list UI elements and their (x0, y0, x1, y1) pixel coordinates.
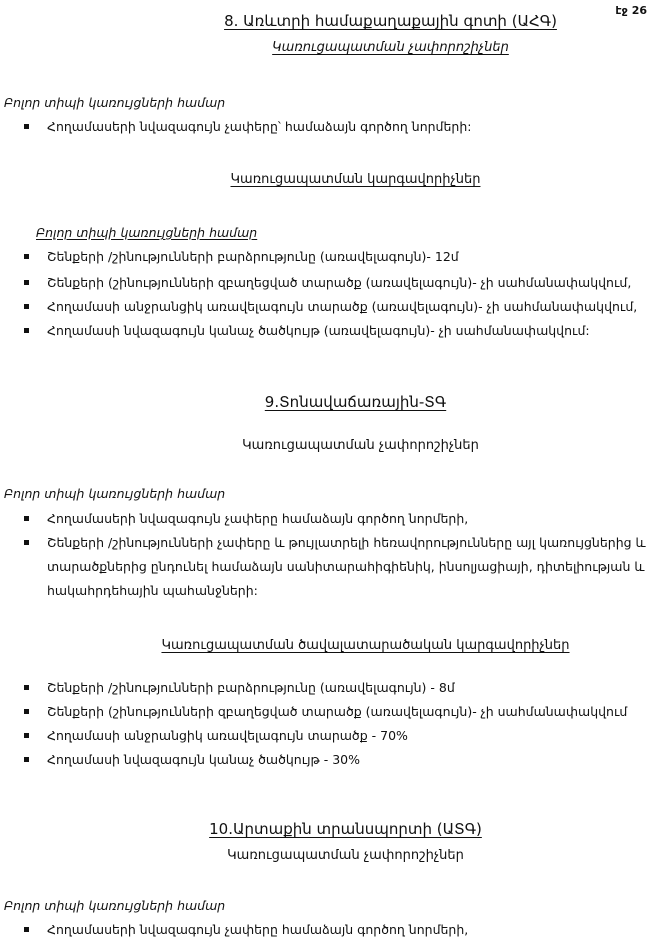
list-item-continuation: տարածքներից ընդունել համաձայն սանիտարահիգիենիկ, ինսոլյացիայի, դիտելիության և (47, 559, 645, 574)
list-item-text: Հողամասերի նվազագույն չափերը՝ համաձայն գործող նորմերի: (47, 119, 472, 134)
list-item-text: Շենքերի (շինությունների զբաղեցված տարածք (առավելագույն)- չի սահմանափակվում (47, 704, 628, 719)
bullet-icon (24, 280, 29, 285)
list-item-text: Հողամասերի նվազագույն չափերը համաձայն գործող նորմերի, (47, 922, 469, 937)
list-item-text: Հողամասերի նվազագույն չափերը համաձայն գործող նորմերի, (47, 511, 469, 526)
page-number: էջ 26 (615, 4, 647, 17)
list-item-text: Հողամասի անջրանցիկ առավելագույն տարածք (առավելագույն)- չի սահմանափակվում, (47, 299, 638, 314)
group-heading: Բոլոր տիպի կառույցների համար (4, 898, 226, 913)
bullet-icon (24, 254, 29, 259)
section-title: 8. Առևտրի համաքաղաքային գոտի (ԱՀԳ) (224, 12, 557, 30)
list-item (24, 535, 646, 550)
list-item (24, 249, 459, 264)
group-heading: Բոլոր տիպի կառույցների համար (4, 95, 226, 110)
group-heading: Բոլոր տիպի կառույցների համար (4, 486, 226, 501)
list-item (24, 511, 468, 526)
section-subtitle: Կառուցապատման չափորոշիչներ (272, 40, 509, 55)
bullet-icon (24, 516, 29, 521)
rules-title: Կառուցապատման ծավալատարածական կարգավորիչներ (161, 638, 570, 653)
list-item-text: Հողամասի անջրանցիկ առավելագույն տարածք - 70% (47, 728, 408, 743)
list-item-text: Հողամասի նվազագույն կանաչ ծածկույթ (առավելագույն)- չի սահմանափակվում: (47, 323, 590, 338)
section-title: 10.Արտաքին տրանսպորտի (ԱՏԳ) (209, 820, 482, 838)
list-item-text: Շենքերի (շինությունների զբաղեցված տարածք (առավելագույն)- չի սահմանափակվում, (47, 275, 632, 290)
list-item (24, 922, 468, 937)
section-subtitle: Կառուցապատման չափորոշիչներ (242, 438, 479, 453)
bullet-icon (24, 733, 29, 738)
list-item (24, 728, 408, 743)
list-item (24, 275, 631, 290)
rules-title: Կառուցապատման կարգավորիչներ (230, 172, 481, 187)
list-item-continuation: հակահրդեհային պահանջների: (47, 583, 258, 598)
list-item (24, 704, 627, 719)
list-item (24, 680, 455, 695)
bullet-icon (24, 304, 29, 309)
list-item-text: Շենքերի /շինությունների բարձրությունը (առավելագույն)- 12մ (47, 249, 459, 264)
list-item (24, 119, 471, 134)
list-item-text: Շենքերի /շինությունների չափերը և թույլատրելի հեռավորությունները այլ կառույցներից և (47, 535, 646, 550)
section-subtitle: Կառուցապատման չափորոշիչներ (227, 848, 464, 863)
list-item (24, 323, 590, 338)
list-item (24, 299, 637, 314)
bullet-icon (24, 124, 29, 129)
bullet-icon (24, 540, 29, 545)
bullet-icon (24, 757, 29, 762)
bullet-icon (24, 328, 29, 333)
list-item (24, 752, 360, 767)
bullet-icon (24, 927, 29, 932)
list-item-text: Հողամասի նվազագույն կանաչ ծածկույթ - 30% (47, 752, 360, 767)
section-title: 9.Տոնավաճառային-ՏԳ (264, 393, 447, 411)
bullet-icon (24, 709, 29, 714)
bullet-icon (24, 685, 29, 690)
group-heading: Բոլոր տիպի կառույցների համար (36, 225, 258, 240)
list-item-text: Շենքերի /շինությունների բարձրությունը (առավելագույն) - 8մ (47, 680, 455, 695)
